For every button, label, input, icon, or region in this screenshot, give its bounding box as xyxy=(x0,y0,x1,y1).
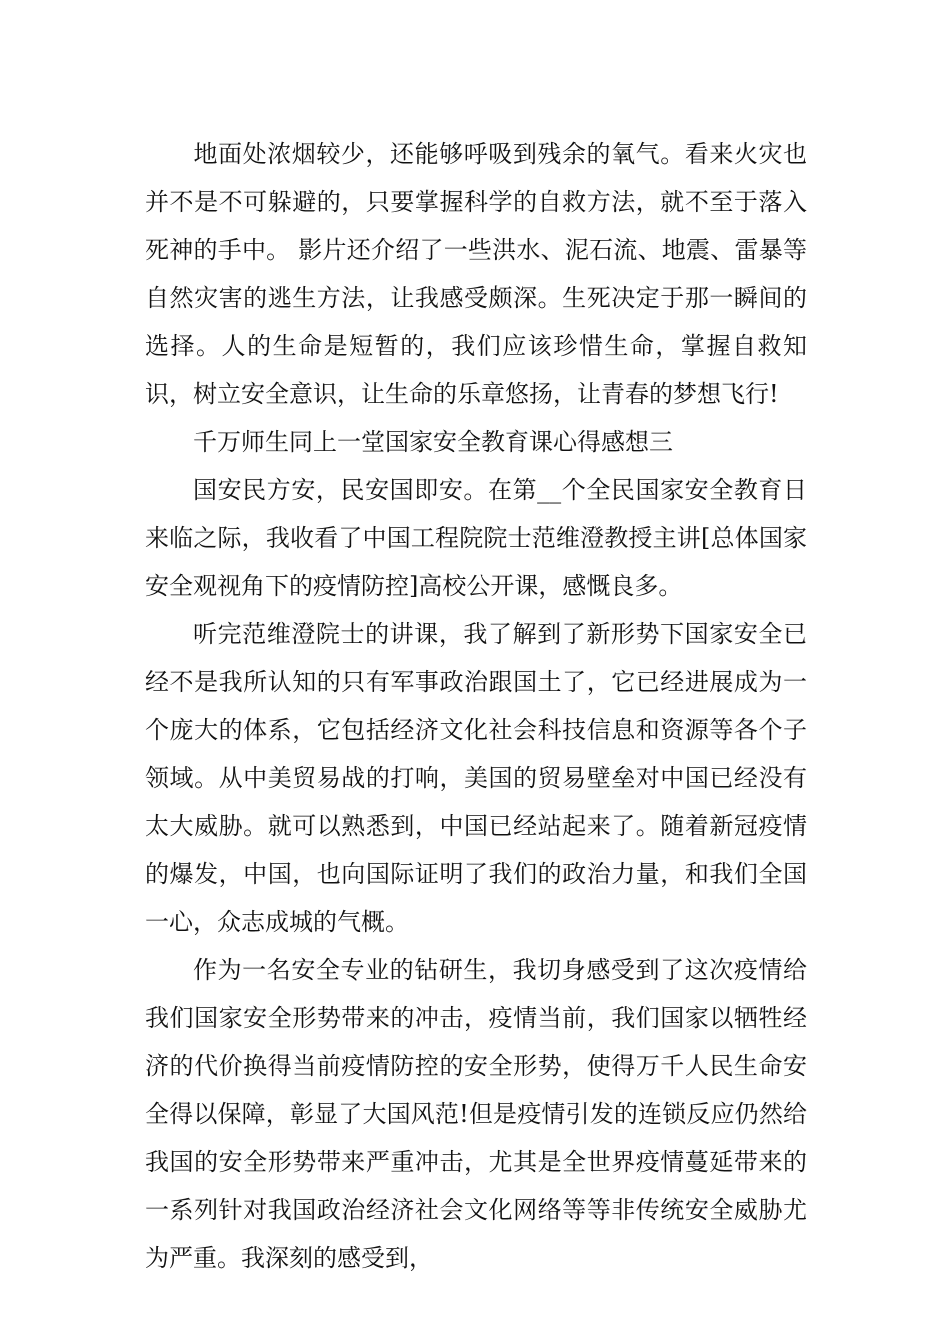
paragraph-continued xyxy=(145,130,807,418)
paragraph-4: 作为一名安全专业的钻研生，我切身感受到了这次疫情给我们国家安全形势带来的冲击，疫情当前，我们国家以牺牲经济的代价换得当前疫情防控的安全形势，使得万千人民生命安全得以保障，彰显了大国风范!但是疫情引发的连锁反应仍然给我国的安全形势带来严重冲击，尤其是全世界疫情蔓延带来的一系列针对我国政治经济社会文化网络等等非传统安全威胁尤为严重。我深刻的感受到， xyxy=(145,956,807,1272)
paragraph-1-text: 地面处浓烟较少，还能够呼吸到残余的氧气。看来火灾也并不是不可躲避的，只要掌握科学的自救方法，就不至于落入死神的手中。 影片还介绍了一些洪水、泥石流、地震、雷暴等自然灾害的逃生方法，让我感受颇深。生死决定于那一瞬间的选择。人的生命是短暂的，我们应该珍惜生命，掌握自救知识，树立安全意识，让生命的乐章悠扬，让青春的梦想飞行! xyxy=(145,140,807,408)
document-body xyxy=(145,130,807,1282)
paragraph-2: 国安民方安，民安国即安。在第__个全民国家安全教育日来临之际，我收看了中国工程院院士范维澄教授主讲[总体国家安全观视角下的疫情防控]高校公开课，感慨良多。 xyxy=(145,476,807,600)
section-heading: 千万师生同上一堂国家安全教育课心得感想三 xyxy=(193,428,673,456)
paragraph-3: 听完范维澄院士的讲课，我了解到了新形势下国家安全已经不是我所认知的只有军事政治跟国土了，它已经进展成为一个庞大的体系，它包括经济文化社会科技信息和资源等各个子领域。从中美贸易战的打响，美国的贸易壁垒对中国已经没有太大威胁。就可以熟悉到，中国已经站起来了。随着新冠疫情的爆发，中国，也向国际证明了我们的政治力量，和我们全国一心，众志成城的气概。 xyxy=(145,620,807,936)
